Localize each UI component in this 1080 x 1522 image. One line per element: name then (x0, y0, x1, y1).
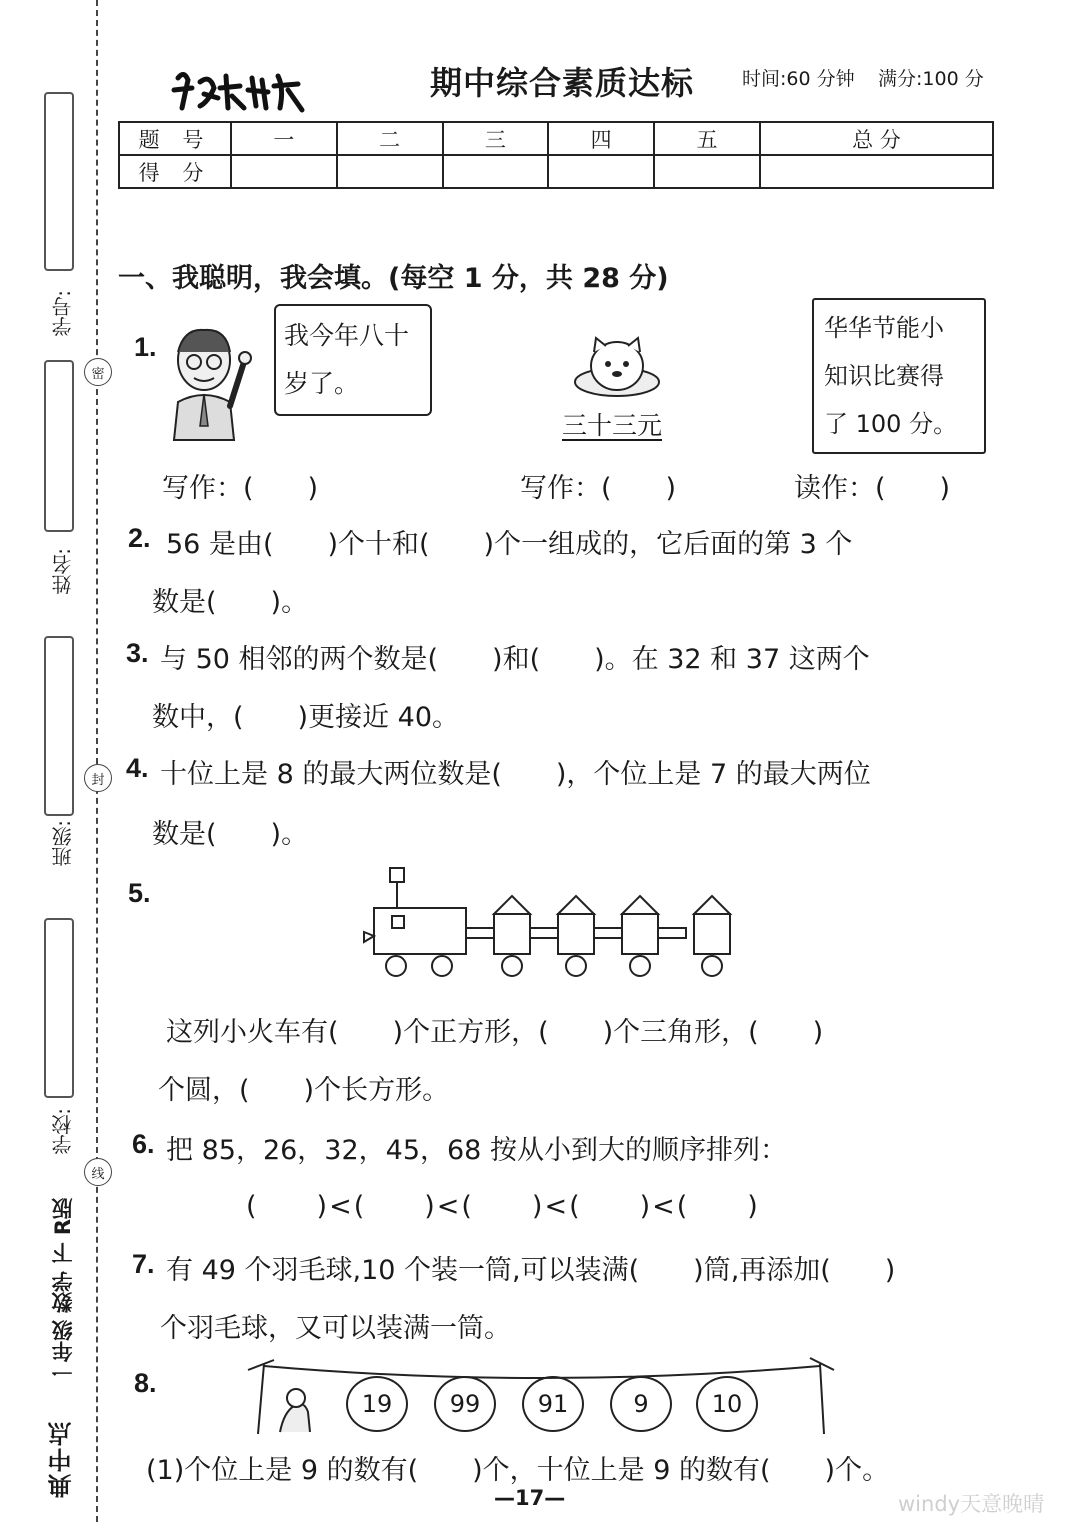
score-table-cell: 一 (231, 122, 337, 155)
score-input-cell[interactable] (337, 155, 443, 188)
score-input-cell[interactable] (231, 155, 337, 188)
exam-time: 时间:60 分钟 (742, 68, 855, 90)
seal-mark-mi: 密 (84, 358, 112, 386)
question-number: 1. (134, 332, 157, 362)
question-number: 4. (126, 753, 149, 783)
class-label: 班级: (51, 820, 75, 867)
class-box (44, 636, 74, 816)
student-number-box (44, 92, 74, 271)
speech-line2: 岁了。 (284, 369, 360, 398)
q1-read-blank[interactable]: 读作：( ) (794, 473, 951, 504)
score-table-cell: 题 号 (119, 122, 231, 155)
fish-number: 91 (522, 1376, 584, 1432)
q1-write-blank-1[interactable]: 写作：( ) (162, 473, 319, 504)
grandpa-illustration (164, 322, 254, 446)
q2-line2[interactable]: 数是( )。 (152, 587, 309, 618)
score-table-cell: 得 分 (119, 155, 231, 188)
seal-mark-feng: 封 (84, 764, 112, 792)
q5-line2[interactable]: 个圆，( )个长方形。 (158, 1075, 450, 1106)
brand-logo: 典中点 (48, 1420, 76, 1498)
score-input-cell[interactable] (760, 155, 993, 188)
speech-bubble (274, 304, 432, 416)
question-number: 2. (128, 523, 151, 553)
fish-number: 9 (610, 1376, 672, 1432)
section-heading: 一、我聪明，我会填。(每空 1 分，共 28 分) (118, 263, 669, 294)
school-label: 学校: (51, 1108, 75, 1155)
brand-script-logo (170, 68, 310, 122)
binding-dashed-line (96, 0, 98, 1522)
q5-line1[interactable]: 这列小火车有( )个正方形，( )个三角形，( ) (166, 1017, 824, 1048)
q8-sub1[interactable]: (1)个位上是 9 的数有( )个，十位上是 9 的数有( )个。 (146, 1455, 890, 1486)
fish-row (346, 1376, 806, 1432)
score-table-cell: 五 (654, 122, 760, 155)
score-table-header-row (119, 122, 993, 155)
q7-line2: 个羽毛球，又可以装满一筒。 (160, 1313, 511, 1344)
book-info: 一年级 数学 下 R版 (51, 1198, 75, 1384)
name-label: 姓名: (51, 548, 75, 595)
score-table (118, 121, 994, 189)
score-table-cell: 二 (337, 122, 443, 155)
grandpa-icon (164, 322, 254, 442)
score-table-score-row (119, 155, 993, 188)
full-score: 满分:100 分 (878, 68, 984, 90)
page-title: 期中综合素质达标 (430, 64, 695, 102)
name-box (44, 360, 74, 532)
piggy-bank-illustration (572, 336, 662, 404)
question-number: 5. (128, 878, 151, 908)
frame-line2: 知识比赛得 (824, 362, 944, 390)
brand-script-art (170, 68, 310, 118)
question-number: 7. (132, 1249, 155, 1279)
train-shapes-icon (360, 866, 740, 978)
price-label: 三十三元 (562, 411, 663, 440)
cat-plate-icon (572, 336, 662, 400)
q6-line1: 把 85，26，32，45，68 按从小到大的顺序排列： (166, 1135, 787, 1166)
frame-line1: 华华节能小 (824, 314, 944, 342)
fish-number: 10 (696, 1376, 758, 1432)
seal-mark-xian: 线 (84, 1158, 112, 1186)
score-table-cell: 总 分 (760, 122, 993, 155)
watermark: windy天意晚晴 (898, 1492, 1045, 1516)
fish-number: 99 (434, 1376, 496, 1432)
q1-write-blank-2[interactable]: 写作：( ) (520, 473, 677, 504)
q4-line1[interactable]: 十位上是 8 的最大两位数是( )，个位上是 7 的最大两位 (160, 759, 871, 790)
q6-order-blanks[interactable]: ( )<( )<( )<( )<( ) (246, 1191, 760, 1222)
score-input-cell[interactable] (654, 155, 760, 188)
score-table-cell: 四 (548, 122, 654, 155)
school-box (44, 918, 74, 1098)
fish-number: 19 (346, 1376, 408, 1432)
score-input-cell[interactable] (443, 155, 549, 188)
train-illustration (360, 866, 740, 982)
speech-line1: 我今年八十 (284, 321, 410, 350)
score-table-cell: 三 (443, 122, 549, 155)
question-number: 3. (126, 638, 149, 668)
frame-line3: 了 100 分。 (824, 410, 958, 438)
page-number: —17— (494, 1486, 566, 1510)
q7-line1[interactable]: 有 49 个羽毛球,10 个装一筒,可以装满( )筒,再添加( ) (166, 1255, 896, 1286)
question-number: 8. (134, 1368, 157, 1398)
student-number-label: 学号: (51, 290, 75, 337)
question-number: 6. (132, 1129, 155, 1159)
q2-line1[interactable]: 56 是由( )个十和( )个一组成的，它后面的第 3 个 (166, 529, 853, 560)
q3-line1[interactable]: 与 50 相邻的两个数是( )和( )。在 32 和 37 这两个 (160, 644, 870, 675)
q4-line2[interactable]: 数是( )。 (152, 819, 309, 850)
q3-line2[interactable]: 数中，( )更接近 40。 (152, 702, 460, 733)
quiz-frame (812, 298, 986, 454)
score-input-cell[interactable] (548, 155, 654, 188)
